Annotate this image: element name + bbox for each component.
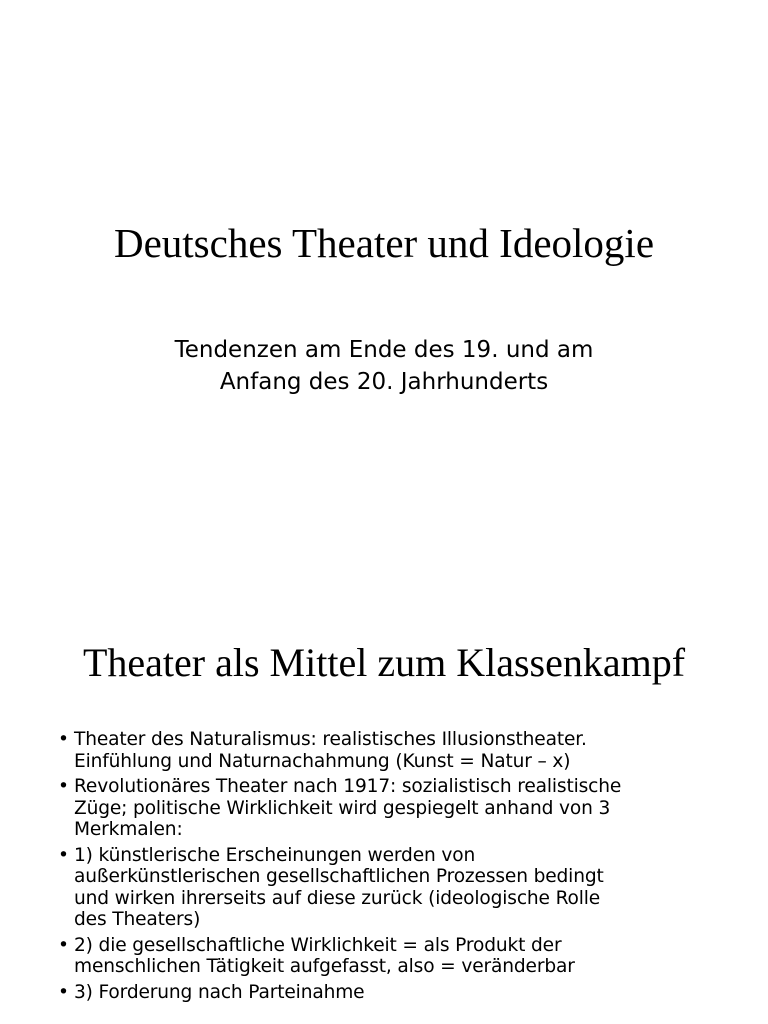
- bullet-text-line: 3) Forderung nach Parteinahme: [74, 981, 365, 1003]
- bullet-text-line: und wirken ihrerseits auf diese zurück (ideologische Rolle: [74, 887, 601, 909]
- bullet-text-line: 2) die gesellschaftliche Wirklichkeit = als Produkt der: [74, 934, 562, 956]
- bullet-text-line: 1) künstlerische Erscheinungen werden von: [74, 844, 476, 866]
- bullet-list: [58, 729, 738, 1007]
- slide-subtitle: [0, 334, 768, 398]
- content-slide: [0, 570, 768, 1024]
- bullet-text-line: außerkünstlerischen gesellschaftlichen Prozessen bedingt: [74, 866, 604, 887]
- bullet-text-line: Züge; politische Wirklichkeit wird gespiegelt anhand von 3: [74, 797, 611, 819]
- bullet-icon: •: [58, 776, 69, 797]
- bullet-text-line: Revolutionäres Theater nach 1917: sozialistisch realistische: [74, 776, 622, 797]
- subtitle-line: Tendenzen am Ende des 19. und am: [174, 337, 594, 363]
- slide-title: Deutsches Theater und Ideologie: [113, 220, 655, 266]
- bullet-text-line: des Theaters): [74, 909, 201, 930]
- subtitle-line: Anfang des 20. Jahrhunderts: [219, 369, 549, 395]
- bullet-text-line: Einfühlung und Naturnachahmung (Kunst = Natur – x): [74, 750, 571, 772]
- list-item: [58, 982, 738, 1004]
- bullet-icon: •: [58, 934, 69, 956]
- list-item: [58, 776, 738, 841]
- bullet-text-line: Theater des Naturalismus: realistisches Illusionstheater.: [74, 729, 587, 750]
- bullet-icon: •: [58, 981, 69, 1003]
- bullet-icon: •: [58, 844, 69, 866]
- list-item: [58, 935, 738, 978]
- bullet-text-line: menschlichen Tätigkeit aufgefasst, also = veränderbar: [74, 956, 575, 977]
- bullet-text-line: Merkmalen:: [74, 819, 183, 840]
- slide-title: Theater als Mittel zum Klassenkampf: [82, 640, 686, 685]
- list-item: [58, 729, 738, 772]
- list-item: [58, 845, 738, 931]
- bullet-icon: •: [58, 729, 69, 750]
